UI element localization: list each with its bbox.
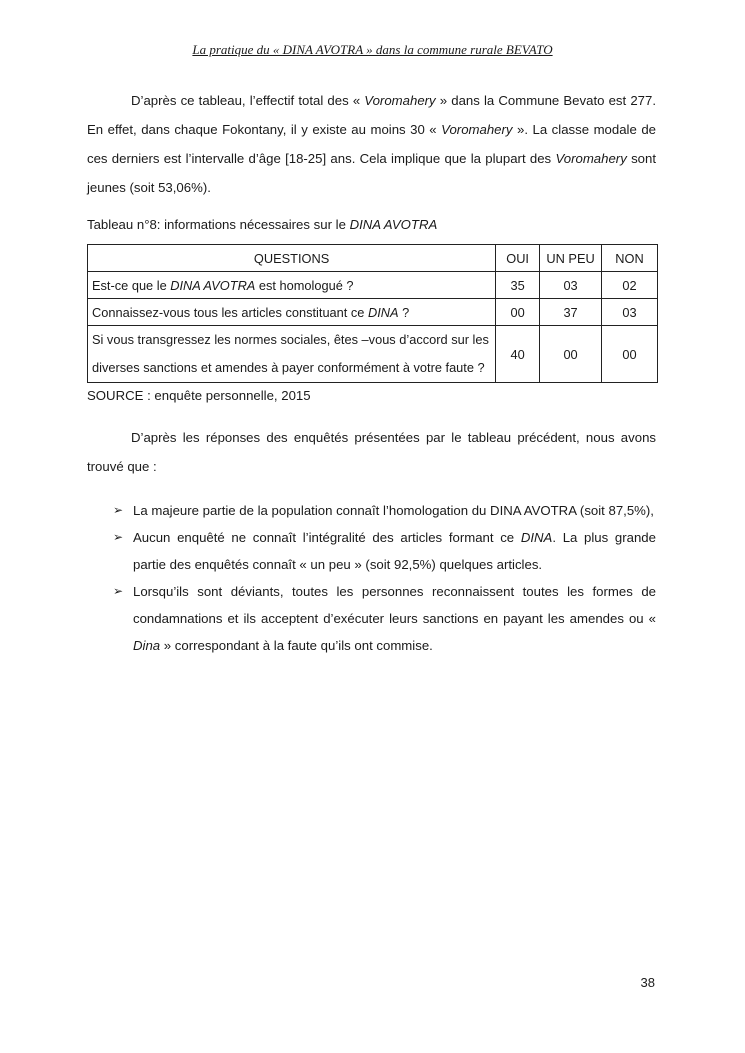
un-peu-cell: 37 [540, 299, 602, 326]
list-item [87, 497, 656, 524]
question-italic: DINA [367, 304, 399, 320]
bullet-text: La majeure partie de la population connaît l’homologation du DINA AVOTRA (soit 87,5%), [133, 503, 654, 518]
para1-text-2: » dans la Commune Bevato est 277. En effet, dans chaque Fokontany, il y existe au moins 30 « [87, 93, 656, 137]
bullet-text: Aucun enquêté ne connaît l’intégralité des articles formant ce [133, 530, 521, 545]
bullet-italic: Dina [133, 638, 161, 653]
bullet-text: » correspondant à la faute qu’ils ont commise. [160, 638, 433, 653]
para1-italic-1: Voromahery [364, 93, 436, 108]
survey-table [87, 244, 658, 383]
question-text: Connaissez-vous tous les articles constituant ce [92, 304, 368, 320]
table-header-row [88, 245, 658, 272]
page-content [87, 86, 656, 659]
bullet-italic: DINA [520, 530, 553, 545]
arrow-bullet-icon: ➢ [113, 584, 124, 598]
non-cell: 00 [602, 326, 658, 383]
table-row [88, 272, 658, 299]
page-number: 38 [640, 975, 655, 990]
findings-list [87, 497, 656, 659]
table-source: SOURCE : enquête personnelle, 2015 [87, 388, 311, 403]
question-text: ? [398, 304, 410, 320]
paragraph-voromahery [87, 86, 656, 202]
header-questions: QUESTIONS [88, 245, 496, 272]
un-peu-cell: 00 [540, 326, 602, 383]
non-cell: 02 [602, 272, 658, 299]
table-row [88, 326, 658, 383]
question-text: Est-ce que le [92, 277, 171, 293]
arrow-bullet-icon: ➢ [113, 503, 124, 517]
table-caption [87, 215, 656, 235]
para1-text-4: sont jeunes (soit 53,06%). [87, 151, 657, 195]
header-oui: OUI [496, 245, 540, 272]
un-peu-cell: 03 [540, 272, 602, 299]
header-non: NON [602, 245, 658, 272]
para1-italic-3: Voromahery [555, 151, 627, 166]
list-item [87, 524, 656, 578]
arrow-bullet-icon: ➢ [113, 530, 124, 544]
oui-cell: 40 [496, 326, 540, 383]
oui-cell: 35 [496, 272, 540, 299]
caption-text: Tableau n°8: informations nécessaires sur le [87, 217, 350, 232]
running-header: La pratique du « DINA AVOTRA » dans la commune rurale BEVATO [192, 42, 553, 57]
question-text: est homologué ? [255, 277, 354, 293]
list-item [87, 578, 656, 659]
question-italic: DINA AVOTRA [170, 277, 256, 293]
question-cell [88, 299, 496, 326]
para1-text-1: D’après ce tableau, l’effectif total des « [131, 93, 365, 108]
oui-cell: 00 [496, 299, 540, 326]
table-row [88, 299, 658, 326]
bullet-text: Lorsqu’ils sont déviants, toutes les personnes reconnaissent toutes les formes de condamnations et ils acceptent d’exécuter leurs sanctions en payant les amendes ou « [133, 584, 656, 626]
non-cell: 03 [602, 299, 658, 326]
header-un-peu: UN PEU [540, 245, 602, 272]
bullet-text: . La plus grande partie des enquêtés connaît « un peu » (soit 92,5%) quelques articles. [133, 530, 656, 572]
question-cell [88, 272, 496, 299]
caption-italic: DINA AVOTRA [349, 217, 438, 232]
para1-text-3: ». La classe modale de ces derniers est l’intervalle d’âge [18-25] ans. Cela implique que la plupart des [87, 122, 656, 166]
para1-italic-2: Voromahery [441, 122, 513, 137]
paragraph-findings: D’après les réponses des enquêtés présentées par le tableau précédent, nous avons trouvé que : [87, 430, 656, 474]
question-cell: Si vous transgressez les normes sociales, êtes –vous d’accord sur les diverses sanctions et amendes à payer conformément à votre faute ? [88, 326, 496, 383]
